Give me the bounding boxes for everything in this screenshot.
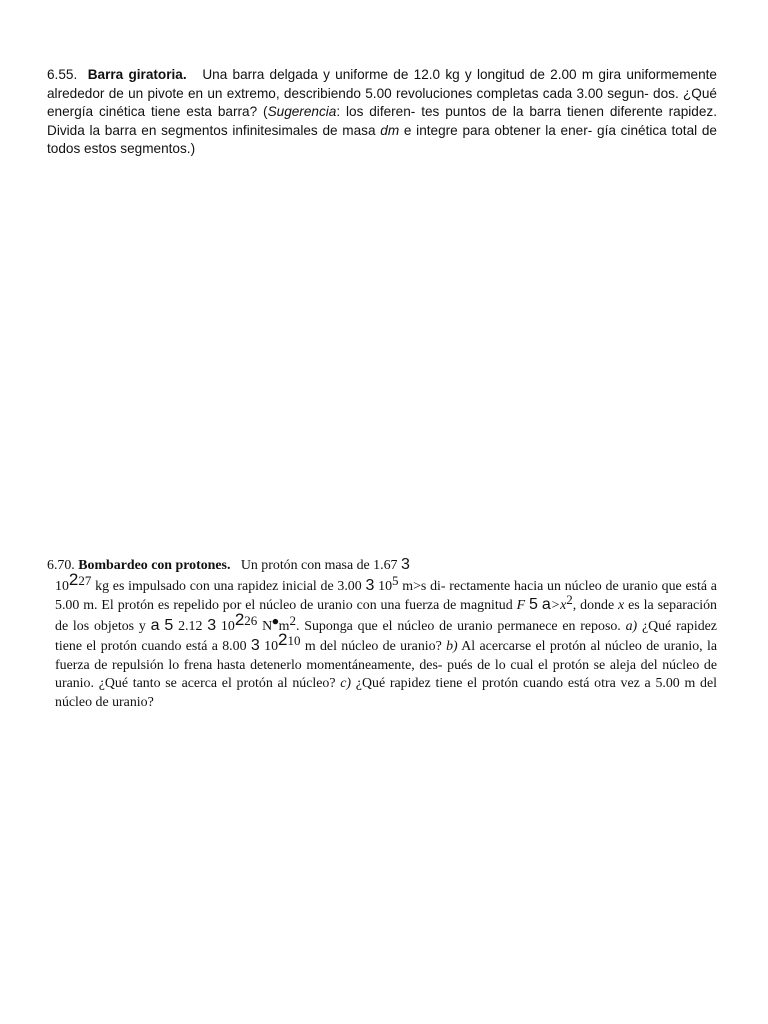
alpha-glyph: a [541, 596, 551, 613]
problem-text: m del núcleo de uranio? [300, 639, 447, 654]
problem-text: , donde [572, 598, 619, 613]
minus-glyph: 2 [234, 609, 245, 629]
times-glyph: 3 [250, 637, 260, 654]
problem-heading [47, 556, 717, 576]
force-symbol: F [516, 598, 526, 613]
power-base: 10 [55, 578, 69, 594]
problem-text: kg es impulsado con una rapidez inicial de 3.00 [91, 578, 366, 594]
equals-glyph: 5 [164, 616, 174, 634]
part-label-c: c) [340, 676, 352, 691]
exponent: 2 [289, 612, 296, 628]
times-glyph: 3 [365, 576, 375, 594]
hint-label: Sugerencia [267, 104, 337, 119]
equals-glyph: 5 [529, 596, 538, 613]
problem-number: 6.70. [47, 558, 75, 573]
exponent: 27 [78, 572, 92, 588]
times-glyph: 3 [400, 556, 410, 573]
problem-text: 2.12 [173, 618, 208, 634]
problem-text: Una barra delgada y uniforme de 12.0 kg y longitud de 2.00 m gira uniformemente alrededor de un pivote en un extremo, describiendo 5.00 revoluciones completas cada 3.00 segun- dos. ¿Qué energía cinética tiene esta barra? ( [47, 67, 717, 119]
problem-text: Un protón con masa de 1.67 [240, 558, 398, 573]
problem-6-55 [47, 66, 717, 159]
problem-title: Bombardeo con protones. [78, 558, 231, 573]
variable-x: >x [550, 598, 567, 613]
power-base: 10 [220, 618, 235, 634]
part-label-b: b) [446, 639, 458, 654]
exponent: 26 [244, 612, 258, 628]
problem-text: e integre para obtener la ener- gía cinética total de todos estos segmentos.) [47, 122, 717, 156]
minus-glyph: 2 [278, 630, 288, 649]
minus-glyph: 2 [68, 569, 79, 589]
problem-6-70 [47, 556, 717, 712]
times-glyph: 3 [207, 616, 217, 634]
exponent: 2 [566, 592, 573, 607]
unit-meter: m [278, 618, 290, 634]
variable-x: x [618, 598, 625, 613]
power-base: 10 [264, 639, 279, 654]
dot-glyph: ⦁ [272, 612, 279, 628]
problem-body [47, 569, 718, 713]
problem-text: : los diferen- tes puntos de la barra tienen diferente rapidez. Divida la barra en segmentos infinitesimales de masa [47, 104, 717, 138]
problem-text: es la separación de los objetos y [55, 598, 717, 634]
problem-text: ¿Qué rapidez tiene el protón cuando está otra vez a 5.00 m del núcleo de uranio? [55, 676, 718, 710]
part-label-a: a) [625, 618, 638, 634]
problem-text: . Suponga que el núcleo de uranio permanece en reposo. [295, 618, 626, 634]
problem-text: m>s di- rectamente hacia un núcleo de uranio que está a 5.00 m. El protón es repelido por el núcleo de uranio con una fuerza de magnitud [55, 578, 717, 613]
power-base: 10 [378, 578, 393, 594]
exponent: 5 [392, 572, 399, 588]
problem-number: 6.55. [47, 67, 78, 82]
alpha-glyph: a [150, 616, 160, 634]
problem-text: ¿Qué rapidez tiene el protón cuando está a 8.00 [55, 618, 717, 654]
problem-title: Barra giratoria. [87, 67, 187, 82]
exponent: 10 [287, 633, 301, 648]
problem-text: N [257, 618, 273, 634]
mass-element-symbol: dm [380, 122, 400, 138]
problem-text: Al acercarse el protón al núcleo de uranio, la fuerza de repulsión lo frena hasta detenerlo momentáneamente, des- pués de lo cual el protón se aleja del núcleo de uranio. ¿Qué tanto se acerca el protón al núcleo? [55, 639, 717, 691]
